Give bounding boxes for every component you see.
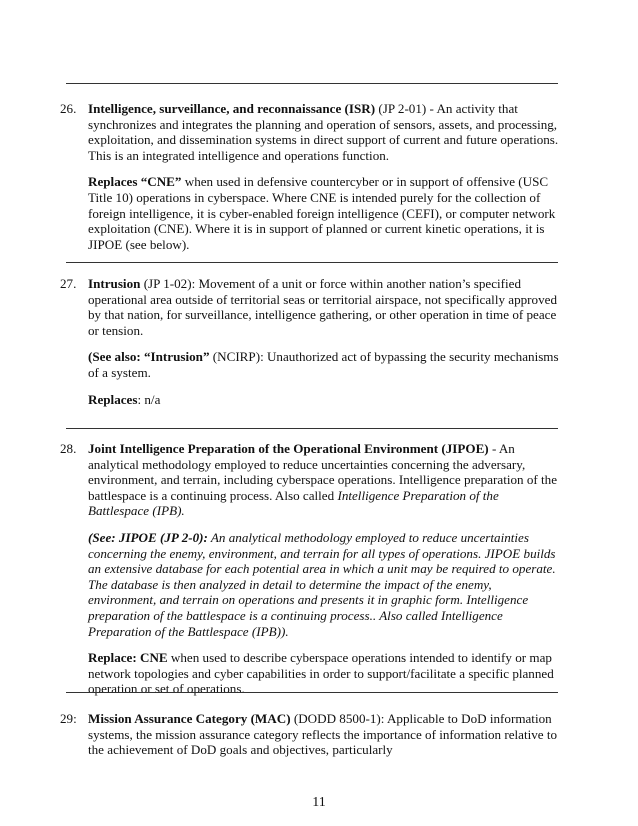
- divider-1: [66, 262, 558, 263]
- replaces-text: when used in defensive countercyber or in support of offensive (USC Title 10) operations in cyberspace. Where CNE is intended purely for the collection of foreign intelligence, it is cyber-enabled foreign intelligence (CEFI), or computer network exploitation (CNE). Where it is in support of planned or current kinetic operations, it is JIPOE (see below).: [88, 174, 556, 252]
- replaces-label: Replaces “CNE”: [88, 174, 182, 190]
- entry-reference: (JP 1-02): [143, 276, 192, 291]
- entry-term: Joint Intelligence Preparation of the Operational Environment (JIPOE): [88, 441, 489, 456]
- entry-definition-text: : Applicable to DoD information systems, the mission assurance category reflects the importance of information relative to the achievement of DoD goals and objectives, particularly: [88, 711, 558, 758]
- page-number: 11: [312, 795, 326, 810]
- entry-number: 26.: [60, 101, 77, 116]
- see-also-reference: (NCIRP): [209, 349, 261, 365]
- replaces-label: Replaces: [88, 391, 138, 407]
- entry-definition-text: - An activity that synchronizes and integrates the planning and operation of sensors, assets, and processing, exploitation, and dissemination systems in direct support of current and future operations. This is an integrated intelligence and operations function.: [88, 101, 559, 163]
- entry-definition-text: : Movement of a unit or force within another nation’s specified operational area outside of territorial seas or territorial airspace, not specifically approved by that nation, for surveillance, intelligence gathering, or other operation in time of peace or tension.: [88, 276, 557, 338]
- entry-term: Intrusion: [88, 276, 141, 291]
- divider-2: [66, 428, 558, 429]
- entry-28: [60, 441, 560, 708]
- entry-term: Intelligence, surveillance, and reconnaissance (ISR): [88, 101, 376, 116]
- entry-reference: (DODD 8500-1): [290, 711, 381, 726]
- entry-26: [60, 101, 560, 263]
- entry-replaces: [88, 174, 560, 252]
- entry-term: Mission Assurance Category (MAC): [88, 711, 291, 726]
- entry-definition: [88, 441, 560, 519]
- see-also-label: (See also: “Intrusion”: [88, 349, 210, 365]
- entry-number: 27.: [60, 276, 77, 291]
- entry-definition-italic: Intelligence Preparation of the Battlespace (IPB).: [88, 487, 499, 519]
- replaces-text: : n/a: [137, 391, 161, 407]
- entry-number: 29:: [60, 711, 77, 726]
- entry-see-also: [88, 349, 560, 380]
- see-also-text: : Unauthorized act of bypassing the security mechanisms of a system.: [88, 349, 559, 380]
- see-also-label: (See: JIPOE (JP 2-0):: [88, 529, 208, 545]
- entry-definition: [88, 711, 560, 758]
- entry-replaces: [88, 650, 560, 697]
- divider-top: [66, 83, 558, 84]
- entry-29: [60, 711, 560, 769]
- replaces-text: when used to describe cyberspace operations intended to identify or map network topologies and cyber capabilities in order to support/facilitate a specific planned operation or set of operations.: [88, 650, 554, 697]
- entry-replaces: [88, 392, 560, 408]
- entry-number: 28.: [60, 441, 77, 456]
- entry-reference: (JP 2-01): [378, 101, 427, 116]
- see-also-text: An analytical methodology employed to reduce uncertainties concerning the enemy, environment, and terrain for all types of operations. JIPOE builds an extensive database for each potential area in which a unit may be required to operate. The database is then analyzed in detail to determine the impact of the enemy, environment, and terrain on operations and presents it in graphic form. Intelligence preparation of the battlespace is a continuing process.. Also called Intelligence Preparation of the Battlespace (IPB)).: [88, 529, 556, 639]
- entry-definition-text: - An analytical methodology employed to reduce uncertainties concerning the adversary, environment, and terrain, including cyberspace operations. Intelligence preparation of the battlespace is a continuing process. Also called: [88, 441, 558, 503]
- entry-27: [60, 276, 560, 418]
- divider-3: [66, 692, 558, 693]
- entry-definition: [88, 101, 560, 163]
- replaces-label: Replace: CNE: [88, 650, 168, 666]
- entry-see-also: [88, 530, 560, 639]
- entry-definition: [88, 276, 560, 338]
